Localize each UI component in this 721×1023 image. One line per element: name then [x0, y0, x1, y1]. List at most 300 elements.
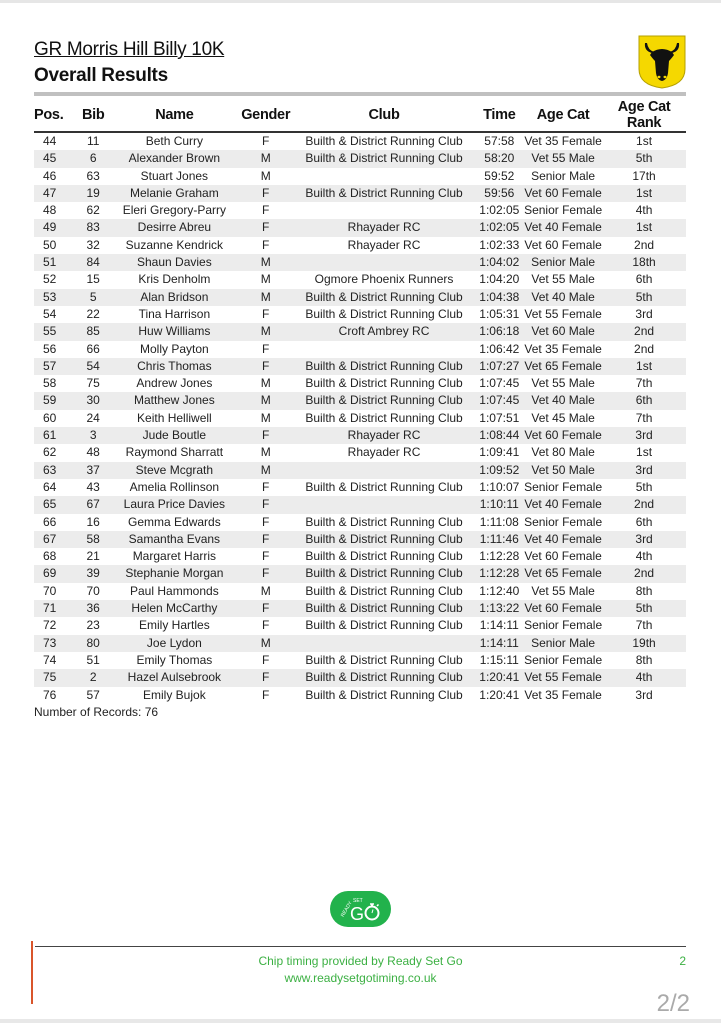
cell-gender: F — [238, 185, 294, 202]
cell-bib: 23 — [86, 618, 100, 633]
cell-gender: F — [238, 600, 294, 617]
cell-name: Helen McCarthy — [111, 600, 238, 617]
cell-gender: F — [262, 203, 270, 218]
cell-name: Shaun Davies — [111, 254, 238, 271]
cell-age-cat-rank: 7th — [635, 618, 653, 633]
cell-name: Kris Denholm — [138, 272, 211, 287]
cell-name: Laura Price Davies — [111, 496, 238, 513]
cell-pos: 58 — [43, 376, 57, 391]
column-header-time: Time — [475, 99, 525, 132]
cell-bib: 6 — [75, 150, 110, 167]
cell-age-cat: Vet 60 Female — [524, 185, 602, 202]
cell-club — [294, 168, 475, 185]
cell-age-cat: Vet 60 Female — [524, 237, 602, 252]
cell-age-cat: Vet 35 Female — [524, 687, 602, 702]
cell-pos: 48 — [43, 203, 57, 218]
cell-club: Builth & District Running Club — [305, 376, 463, 391]
cell-bib: 80 — [75, 635, 110, 652]
cell-age-cat-rank: 2nd — [634, 237, 655, 252]
cell-pos: 55 — [34, 323, 75, 340]
cell-age-cat: Vet 40 Male — [524, 289, 602, 306]
cell-age-cat-rank: 5th — [602, 150, 686, 167]
cell-gender: F — [238, 427, 294, 444]
cell-age-cat: Vet 35 Female — [524, 134, 602, 148]
cell-time: 1:05:31 — [479, 306, 520, 321]
column-header-age-cat-rank: Age Cat Rank — [602, 99, 686, 132]
cell-time: 1:20:41 — [475, 669, 525, 686]
cell-gender: M — [260, 376, 271, 391]
cell-age-cat: Vet 40 Female — [524, 531, 602, 548]
cell-pos: 73 — [34, 635, 75, 652]
cell-gender: F — [262, 479, 270, 494]
table-row — [34, 479, 686, 496]
cell-time: 1:09:52 — [475, 462, 525, 479]
cell-bib: 57 — [86, 687, 100, 702]
cell-club: Builth & District Running Club — [305, 549, 463, 564]
results-table — [34, 99, 686, 704]
cell-gender: F — [238, 358, 294, 375]
cell-name: Joe Lydon — [111, 635, 238, 652]
table-row — [34, 358, 686, 375]
cell-time: 1:04:38 — [475, 289, 525, 306]
cell-pos: 59 — [34, 392, 75, 409]
cell-pos: 54 — [43, 306, 57, 321]
cell-age-cat: Vet 55 Female — [524, 306, 602, 321]
cell-club: Builth & District Running Club — [294, 565, 475, 582]
cell-gender: M — [238, 392, 294, 409]
cell-club — [294, 635, 475, 652]
cell-pos: 49 — [34, 219, 75, 236]
cell-pos: 52 — [43, 272, 57, 287]
cell-age-cat: Senior Female — [524, 618, 603, 633]
cell-bib: 5 — [75, 289, 110, 306]
cell-pos: 67 — [34, 531, 75, 548]
cell-time: 1:12:28 — [479, 549, 520, 564]
cell-pos: 60 — [43, 410, 57, 425]
cell-name: Margaret Harris — [132, 549, 217, 564]
cell-bib: 43 — [86, 479, 100, 494]
cell-age-cat: Vet 60 Male — [524, 323, 602, 340]
cell-club — [294, 254, 475, 271]
cell-pos: 57 — [34, 358, 75, 375]
cell-age-cat-rank: 3rd — [602, 531, 686, 548]
cell-bib: 62 — [86, 203, 100, 218]
cell-age-cat-rank: 6th — [602, 392, 686, 409]
table-header-row — [34, 99, 686, 132]
cell-age-cat: Vet 55 Male — [524, 150, 602, 167]
cell-age-cat: Vet 35 Female — [524, 341, 602, 356]
cell-time: 1:11:08 — [479, 514, 519, 529]
cell-pos: 65 — [34, 496, 75, 513]
bull-crest-icon — [638, 35, 686, 89]
cell-pos: 64 — [43, 479, 57, 494]
viewer-top-bar — [0, 0, 721, 3]
cell-name: Suzanne Kendrick — [125, 237, 224, 252]
cell-bib: 70 — [86, 583, 100, 598]
cell-name: Stuart Jones — [140, 168, 209, 183]
cell-age-cat-rank: 4th — [602, 669, 686, 686]
table-row — [34, 462, 686, 479]
cell-time: 1:20:41 — [479, 687, 520, 702]
cell-age-cat-rank: 17th — [632, 168, 656, 183]
record-count: Number of Records: 76 — [34, 705, 159, 719]
cell-bib: 16 — [86, 514, 100, 529]
results-body — [34, 132, 686, 704]
cell-bib: 22 — [86, 306, 100, 321]
cell-name: Stephanie Morgan — [111, 565, 238, 582]
cell-gender: M — [260, 583, 271, 598]
cell-club: Builth & District Running Club — [305, 479, 463, 494]
cell-bib: 2 — [75, 669, 110, 686]
cell-age-cat-rank: 18th — [602, 254, 686, 271]
cell-name: Melanie Graham — [111, 185, 238, 202]
cell-pos: 75 — [34, 669, 75, 686]
table-row — [34, 168, 686, 185]
cell-pos: 76 — [43, 687, 57, 702]
cell-age-cat-rank: 4th — [635, 203, 653, 218]
cell-gender: M — [238, 462, 294, 479]
cell-gender: F — [238, 565, 294, 582]
cell-age-cat: Senior Female — [524, 652, 603, 667]
cell-pos: 63 — [34, 462, 75, 479]
cell-time: 59:56 — [475, 185, 525, 202]
cell-age-cat-rank: 1st — [636, 445, 653, 460]
cell-time: 1:02:05 — [475, 219, 525, 236]
table-row — [34, 444, 686, 461]
cell-gender: F — [262, 134, 270, 148]
table-row — [34, 600, 686, 617]
cell-club — [294, 496, 475, 513]
cell-club: Rhayader RC — [347, 237, 421, 252]
cell-time: 58:20 — [475, 150, 525, 167]
cell-bib: 54 — [75, 358, 110, 375]
cell-club: Builth & District Running Club — [305, 687, 463, 702]
cell-age-cat: Vet 55 Male — [531, 272, 595, 287]
cell-age-cat: Senior Male — [524, 635, 602, 652]
cell-age-cat: Vet 60 Female — [524, 549, 602, 564]
cell-time: 1:02:05 — [479, 203, 520, 218]
cell-age-cat-rank: 6th — [635, 272, 653, 287]
svg-text:G: G — [350, 904, 365, 924]
cell-age-cat: Vet 45 Male — [531, 410, 595, 425]
cell-name: Raymond Sharratt — [125, 445, 224, 460]
cell-club: Builth & District Running Club — [305, 652, 463, 667]
table-row — [34, 565, 686, 582]
cell-age-cat: Vet 80 Male — [531, 445, 595, 460]
cell-age-cat: Vet 60 Female — [524, 600, 602, 617]
event-title: GR Morris Hill Billy 10K — [34, 39, 225, 60]
cell-club: Builth & District Running Club — [305, 618, 463, 633]
cell-name: Alan Bridson — [111, 289, 238, 306]
cell-name: Eleri Gregory-Parry — [122, 203, 227, 218]
cell-bib: 75 — [86, 376, 100, 391]
cell-bib: 21 — [86, 549, 100, 564]
cell-age-cat: Senior Male — [531, 168, 596, 183]
column-header-bib: Bib — [75, 99, 110, 132]
cell-time: 1:10:07 — [479, 479, 520, 494]
table-row — [34, 132, 686, 150]
cell-pos: 45 — [34, 150, 75, 167]
cell-gender: M — [260, 410, 271, 425]
cell-age-cat: Vet 40 Female — [524, 219, 602, 236]
table-row — [34, 514, 686, 531]
cell-age-cat: Vet 50 Male — [524, 462, 602, 479]
column-header-name: Name — [111, 99, 238, 132]
cell-time: 1:12:40 — [479, 583, 520, 598]
cell-name: Hazel Aulsebrook — [111, 669, 238, 686]
cell-name: Gemma Edwards — [128, 514, 221, 529]
table-row — [34, 410, 686, 427]
cell-age-cat-rank: 8th — [635, 583, 653, 598]
cell-pos: 72 — [43, 618, 57, 633]
cell-bib: 84 — [75, 254, 110, 271]
cell-gender: F — [238, 669, 294, 686]
cell-age-cat-rank: 4th — [635, 549, 653, 564]
cell-age-cat-rank: 2nd — [602, 565, 686, 582]
cell-bib: 24 — [86, 410, 100, 425]
cell-time: 1:06:18 — [475, 323, 525, 340]
cell-pos: 46 — [43, 168, 57, 183]
cell-time: 1:07:27 — [475, 358, 525, 375]
cell-gender: F — [262, 237, 270, 252]
cell-bib: 63 — [86, 168, 100, 183]
cell-age-cat-rank: 1st — [602, 219, 686, 236]
cell-club: Builth & District Running Club — [305, 306, 463, 321]
cell-name: Amelia Rollinson — [129, 479, 220, 494]
page-subtitle: Overall Results — [34, 65, 168, 86]
cell-pos: 53 — [34, 289, 75, 306]
cell-name: Alexander Brown — [111, 150, 238, 167]
cell-pos: 50 — [43, 237, 57, 252]
cell-name: Emily Hartles — [139, 618, 210, 633]
cell-age-cat-rank: 1st — [636, 134, 653, 148]
cell-pos: 68 — [43, 549, 57, 564]
cell-time: 1:13:22 — [475, 600, 525, 617]
table-row — [34, 341, 686, 358]
cell-bib: 48 — [86, 445, 100, 460]
cell-name: Emily Bujok — [143, 687, 206, 702]
cell-age-cat-rank: 3rd — [602, 462, 686, 479]
cell-club: Builth & District Running Club — [294, 289, 475, 306]
cell-gender: M — [238, 323, 294, 340]
cell-club — [294, 462, 475, 479]
svg-text:READY: READY — [339, 900, 354, 919]
table-row — [34, 150, 686, 167]
cell-time: 1:04:20 — [479, 272, 520, 287]
cell-gender: F — [262, 687, 270, 702]
cell-bib: 83 — [75, 219, 110, 236]
cell-club: Builth & District Running Club — [294, 669, 475, 686]
cell-bib: 85 — [75, 323, 110, 340]
cell-age-cat: Vet 60 Female — [524, 427, 602, 444]
table-row — [34, 687, 686, 704]
cell-club: Builth & District Running Club — [305, 410, 463, 425]
header-divider — [34, 92, 686, 96]
cell-club: Ogmore Phoenix Runners — [314, 272, 454, 287]
cell-time: 1:15:11 — [479, 652, 519, 667]
cell-name: Desirre Abreu — [111, 219, 238, 236]
table-row — [34, 202, 686, 219]
cell-name: Huw Williams — [111, 323, 238, 340]
cell-age-cat-rank: 6th — [635, 514, 653, 529]
cell-age-cat: Senior Female — [524, 203, 603, 218]
cell-name: Paul Hammonds — [130, 583, 219, 598]
table-row — [34, 289, 686, 306]
cell-gender: F — [262, 618, 270, 633]
cell-bib: 66 — [86, 341, 100, 356]
cell-club: Rhayader RC — [294, 427, 475, 444]
cell-age-cat: Vet 40 Female — [524, 496, 602, 513]
cell-club: Rhayader RC — [294, 219, 475, 236]
cell-gender: M — [238, 635, 294, 652]
column-header-age-cat: Age Cat — [524, 99, 602, 132]
cell-pos: 74 — [43, 652, 57, 667]
cell-pos: 66 — [43, 514, 57, 529]
footer-credit: Chip timing provided by Ready Set Go — [258, 954, 463, 968]
cell-age-cat: Senior Female — [524, 479, 603, 494]
cell-bib: 37 — [75, 462, 110, 479]
cell-pos: 62 — [43, 445, 57, 460]
cell-time: 57:58 — [484, 134, 515, 148]
svg-text:SET: SET — [353, 898, 363, 904]
cell-bib: 51 — [86, 652, 100, 667]
cell-gender: M — [260, 445, 271, 460]
cell-time: 1:10:11 — [475, 496, 525, 513]
cell-name: Andrew Jones — [136, 376, 213, 391]
table-row — [34, 254, 686, 271]
cell-gender: F — [238, 531, 294, 548]
cell-time: 1:04:02 — [475, 254, 525, 271]
cell-age-cat-rank: 7th — [635, 376, 653, 391]
table-row — [34, 237, 686, 254]
cell-bib: 19 — [75, 185, 110, 202]
cell-gender: M — [238, 254, 294, 271]
column-header-pos: Pos. — [34, 99, 75, 132]
column-header-gender: Gender — [238, 99, 294, 132]
cell-gender: F — [262, 341, 270, 356]
cell-club — [294, 202, 475, 219]
cell-club — [294, 341, 475, 358]
cell-time: 1:06:42 — [479, 341, 520, 356]
cell-pos: 56 — [43, 341, 57, 356]
cell-age-cat-rank: 8th — [635, 652, 653, 667]
cell-bib: 32 — [86, 237, 100, 252]
cell-time: 1:14:11 — [475, 635, 525, 652]
viewer-page-indicator: 2/2 — [656, 990, 690, 1017]
cell-bib: 67 — [75, 496, 110, 513]
table-row — [34, 185, 686, 202]
cell-age-cat: Vet 55 Female — [524, 669, 602, 686]
cell-bib: 39 — [75, 565, 110, 582]
cell-age-cat-rank: 5th — [602, 600, 686, 617]
table-row — [34, 635, 686, 652]
cell-age-cat-rank: 3rd — [635, 306, 653, 321]
column-header-club: Club — [294, 99, 475, 132]
cell-time: 1:12:28 — [475, 565, 525, 582]
cell-age-cat-rank: 2nd — [634, 341, 655, 356]
cell-time: 1:02:33 — [479, 237, 520, 252]
cell-name: Beth Curry — [145, 134, 204, 148]
cell-age-cat-rank: 1st — [602, 185, 686, 202]
cell-time: 1:08:44 — [475, 427, 525, 444]
cell-time: 1:07:45 — [475, 392, 525, 409]
cell-gender: F — [262, 306, 270, 321]
cell-age-cat-rank: 19th — [602, 635, 686, 652]
table-row — [34, 496, 686, 513]
cell-pos: 69 — [34, 565, 75, 582]
cell-age-cat: Senior Female — [524, 514, 603, 529]
cell-club: Croft Ambrey RC — [294, 323, 475, 340]
cell-time: 1:07:51 — [479, 410, 520, 425]
footer-divider — [35, 946, 686, 947]
cell-club: Builth & District Running Club — [294, 150, 475, 167]
cell-bib: 15 — [86, 272, 100, 287]
cell-pos: 70 — [43, 583, 57, 598]
cell-age-cat: Vet 55 Male — [531, 583, 595, 598]
cell-age-cat-rank: 5th — [602, 289, 686, 306]
cell-name: Tina Harrison — [138, 306, 211, 321]
cell-time: 1:14:11 — [479, 618, 519, 633]
table-row — [34, 306, 686, 323]
cell-club: Builth & District Running Club — [294, 185, 475, 202]
table-row — [34, 583, 686, 600]
cell-pos: 44 — [43, 134, 57, 148]
table-row — [34, 427, 686, 444]
footer-website-link[interactable]: www.readysetgotiming.co.uk — [284, 971, 437, 985]
table-row — [34, 323, 686, 340]
cell-age-cat: Vet 65 Female — [524, 358, 602, 375]
cell-age-cat: Senior Male — [524, 254, 602, 271]
cell-time: 59:52 — [484, 168, 515, 183]
cell-club: Rhayader RC — [347, 445, 421, 460]
table-row — [34, 271, 686, 288]
cell-club: Builth & District Running Club — [294, 600, 475, 617]
cell-time: 1:07:45 — [479, 376, 520, 391]
table-row — [34, 219, 686, 236]
ready-set-go-logo-icon — [330, 891, 391, 927]
cell-bib: 3 — [75, 427, 110, 444]
cell-club: Builth & District Running Club — [294, 358, 475, 375]
viewer-bottom-bar — [0, 1019, 721, 1023]
cell-name: Chris Thomas — [111, 358, 238, 375]
table-row — [34, 531, 686, 548]
cell-bib: 36 — [75, 600, 110, 617]
cell-name: Emily Thomas — [136, 652, 213, 667]
cell-age-cat: Vet 55 Male — [531, 376, 595, 391]
cell-age-cat-rank: 3rd — [602, 427, 686, 444]
cell-pos: 51 — [34, 254, 75, 271]
cell-gender: F — [238, 496, 294, 513]
cell-name: Keith Helliwell — [137, 410, 212, 425]
cell-name: Matthew Jones — [111, 392, 238, 409]
cell-bib: 11 — [86, 134, 100, 148]
table-row — [34, 652, 686, 669]
table-row — [34, 392, 686, 409]
cell-age-cat-rank: 3rd — [635, 687, 653, 702]
cell-gender: M — [238, 289, 294, 306]
cell-bib: 30 — [75, 392, 110, 409]
footer-page-number: 2 — [679, 954, 686, 968]
cell-gender: F — [262, 549, 270, 564]
cell-age-cat-rank: 1st — [602, 358, 686, 375]
cell-name: Samantha Evans — [111, 531, 238, 548]
cell-pos: 47 — [34, 185, 75, 202]
table-row — [34, 375, 686, 392]
cell-age-cat-rank: 7th — [635, 410, 653, 425]
cell-club: Builth & District Running Club — [294, 531, 475, 548]
table-row — [34, 617, 686, 634]
cell-age-cat: Vet 65 Female — [524, 565, 602, 582]
